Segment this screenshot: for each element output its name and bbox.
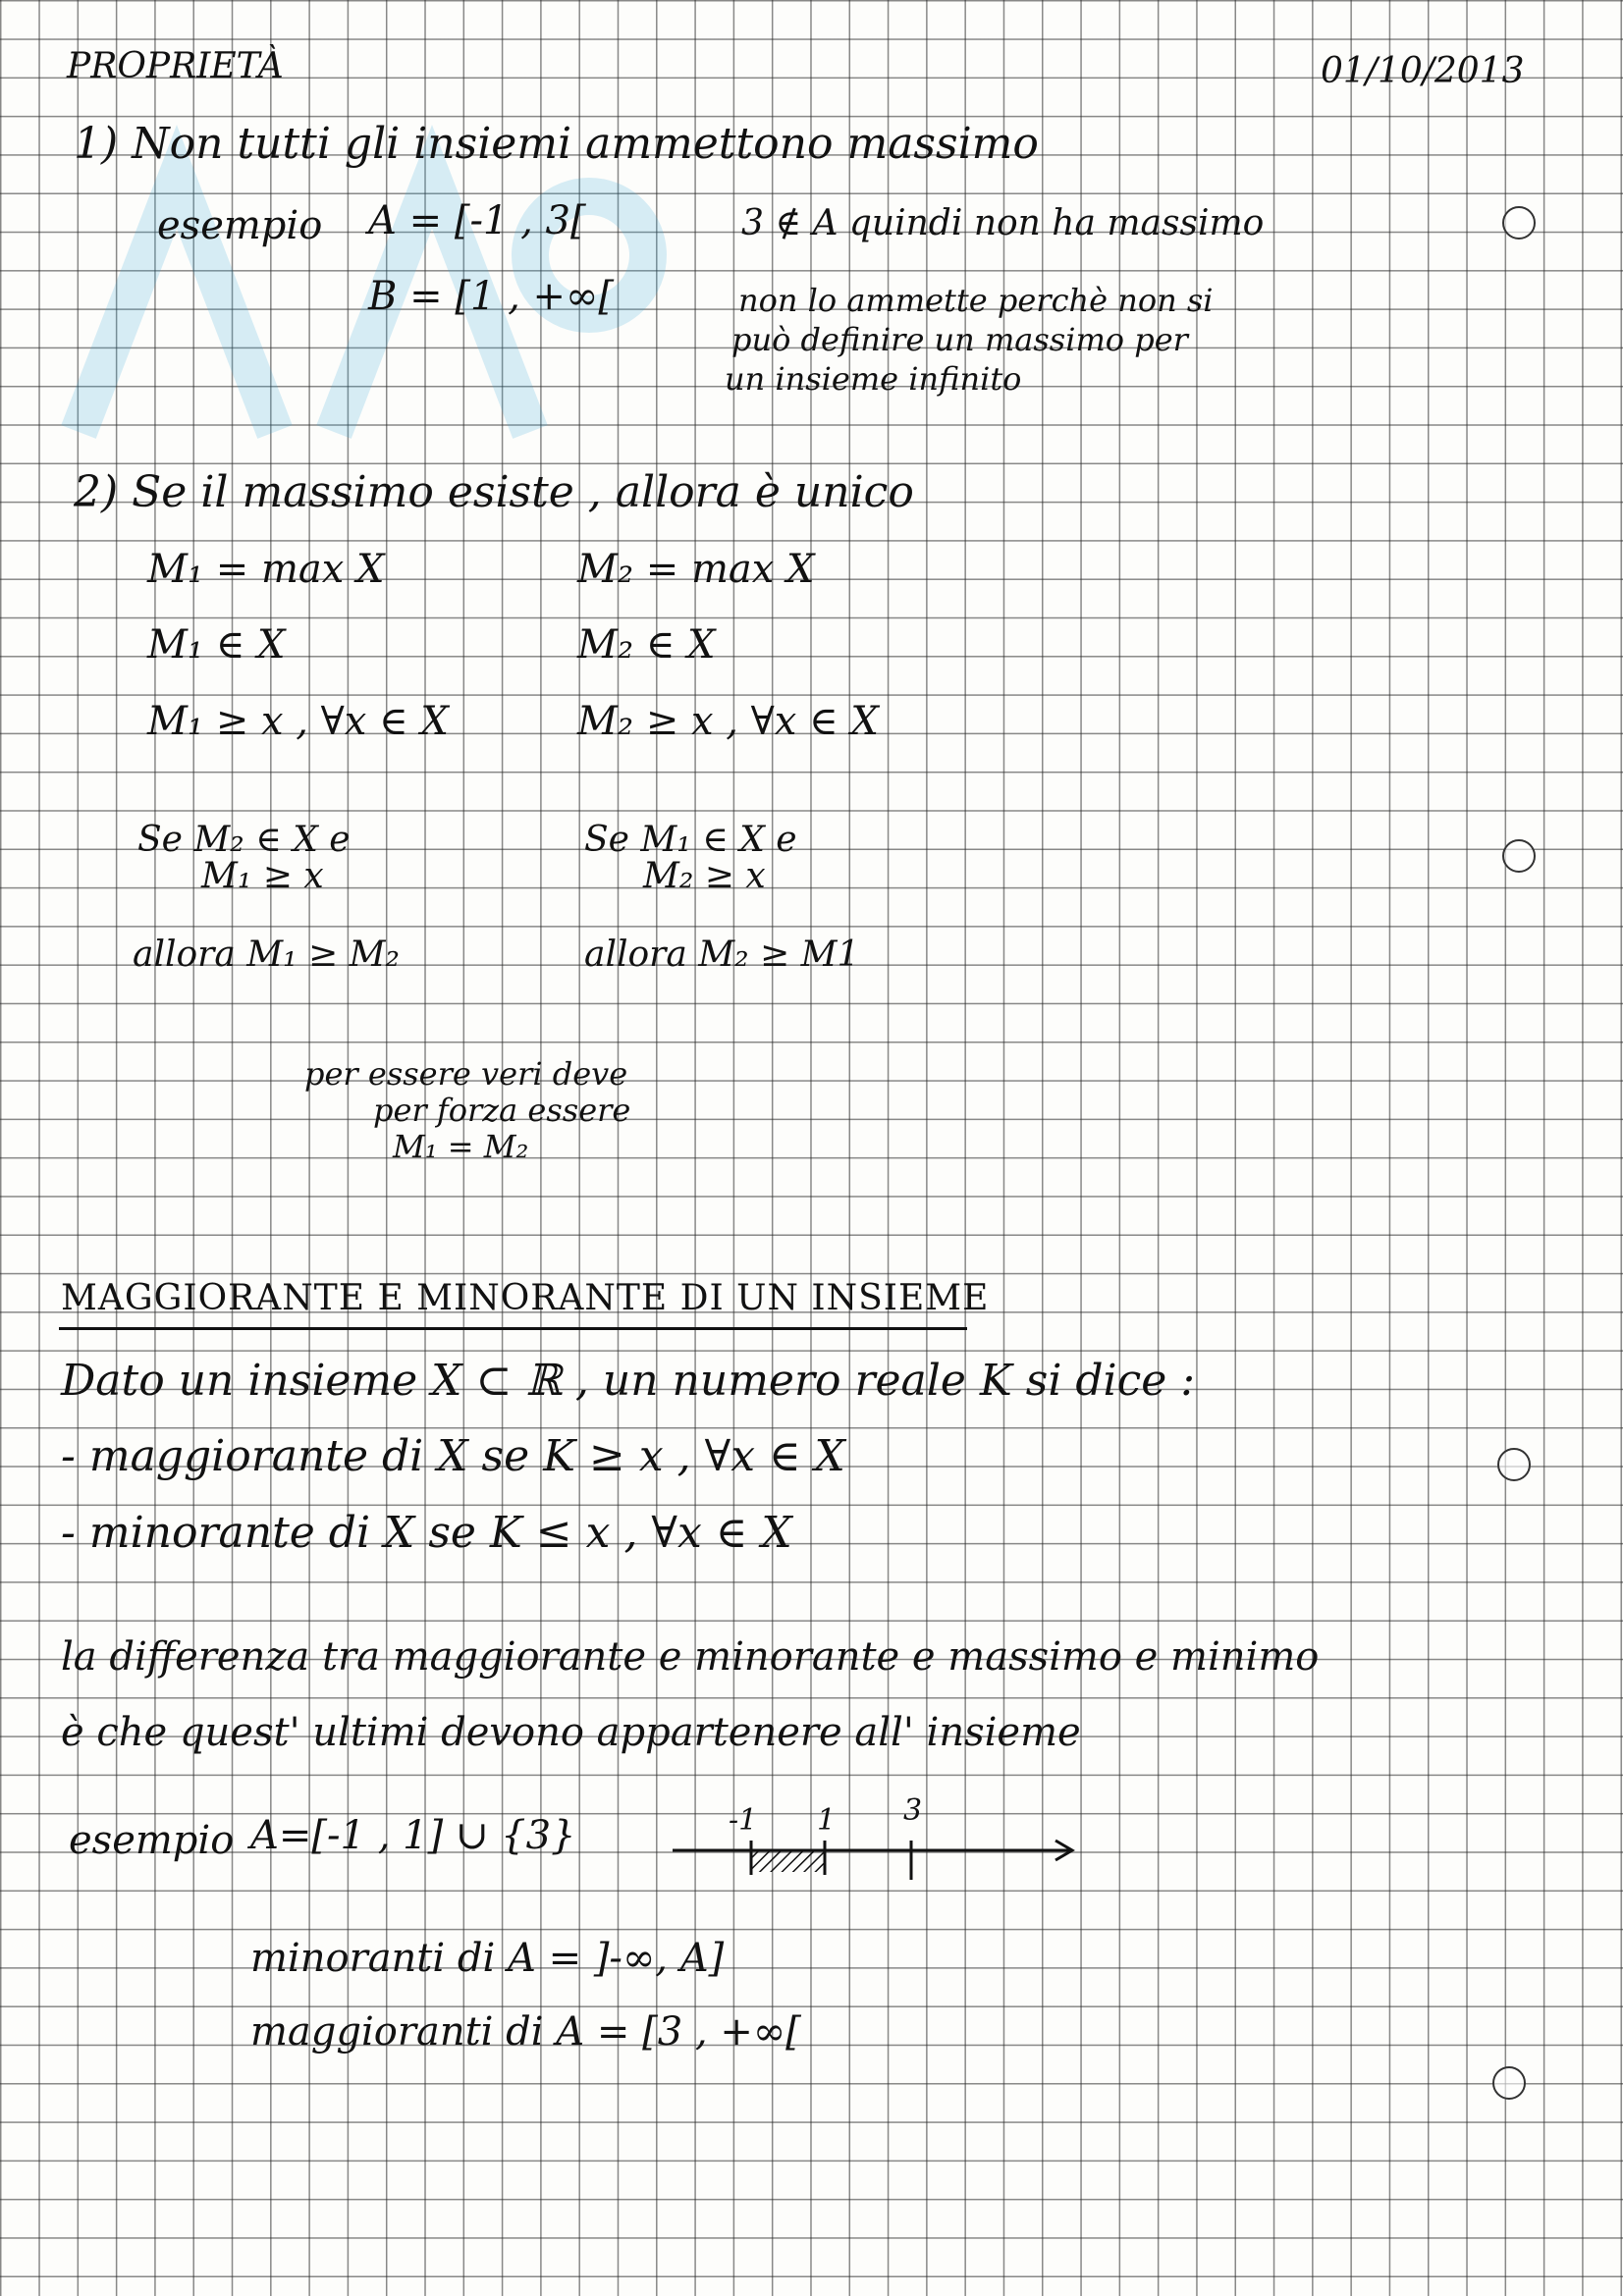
max-left-line-3: M₁ ≥ x , ∀x ∈ X [147, 699, 449, 744]
difference-line-1: la differenza tra maggiorante e minorante e massimo e minimo [61, 1634, 1320, 1680]
set-a-note: 3 ∉ A quindi non ha massimo [741, 203, 1265, 243]
axis-label-one: 1 [817, 1803, 837, 1838]
if-right-line-2: M₂ ≥ x [643, 856, 766, 896]
conclusion-line-3: M₁ = M₂ [393, 1128, 529, 1165]
set-a-definition: A = [-1 , 3[ [368, 198, 586, 243]
max-left-line-2: M₁ ∈ X [147, 622, 286, 667]
axis-label-minus-one: -1 [729, 1803, 758, 1838]
axis-label-three: 3 [903, 1793, 923, 1828]
set-b-note-line-3: un insieme infinito [725, 360, 1022, 398]
section-title: MAGGIORANTE E MINORANTE DI UN INSIEME [61, 1278, 990, 1318]
section-intro: Dato un insieme X ⊂ ℝ , un numero reale K si dice : [61, 1356, 1196, 1406]
difference-line-2: è che quest' ultimi devono appartenere all' insieme [61, 1710, 1081, 1755]
set-b-note-line-1: non lo ammette perchè non si [738, 282, 1214, 319]
property-2-statement: 2) Se il massimo esiste , allora è unico [74, 467, 914, 517]
example-2-label: esempio [69, 1818, 235, 1863]
binder-hole-icon [1497, 1448, 1531, 1481]
page-title: PROPRIETÀ [67, 46, 284, 86]
then-left: allora M₁ ≥ M₂ [133, 934, 400, 975]
binder-hole-icon [1502, 206, 1536, 240]
maggiorante-definition: - maggiorante di X se K ≥ x , ∀x ∈ X [61, 1431, 845, 1481]
max-right-line-1: M₂ = max X [577, 547, 815, 592]
property-1-statement: 1) Non tutti gli insiemi ammettono massimo [74, 119, 1039, 169]
max-left-line-1: M₁ = max X [147, 547, 385, 592]
max-right-line-3: M₂ ≥ x , ∀x ∈ X [577, 699, 879, 744]
if-left-line-1: Se M₂ ∈ X e [137, 820, 351, 860]
minorante-definition: - minorante di X se K ≤ x , ∀x ∈ X [61, 1508, 792, 1558]
binder-hole-icon [1492, 2066, 1526, 2100]
maggioranti-result: maggioranti di A = [3 , +∞[ [250, 2009, 801, 2055]
section-title-underline [59, 1327, 967, 1330]
max-right-line-2: M₂ ∈ X [577, 622, 716, 667]
binder-hole-icon [1502, 839, 1536, 873]
then-right: allora M₂ ≥ M1 [584, 934, 860, 975]
if-left-line-2: M₁ ≥ x [201, 856, 324, 896]
page-date: 01/10/2013 [1321, 51, 1525, 91]
conclusion-line-2: per forza essere [373, 1092, 631, 1129]
set-b-definition: B = [1 , +∞[ [368, 274, 614, 319]
minoranti-result: minoranti di A = ]-∞, A] [250, 1936, 725, 1981]
set-b-note-line-2: può definire un massimo per [731, 321, 1188, 358]
property-1-example-label: esempio [157, 203, 323, 248]
example-2-set: A=[-1 , 1] ∪ {3} [250, 1813, 576, 1858]
if-right-line-1: Se M₁ ∈ X e [584, 820, 797, 860]
hatched-interval [751, 1850, 825, 1872]
conclusion-line-1: per essere veri deve [304, 1055, 628, 1093]
